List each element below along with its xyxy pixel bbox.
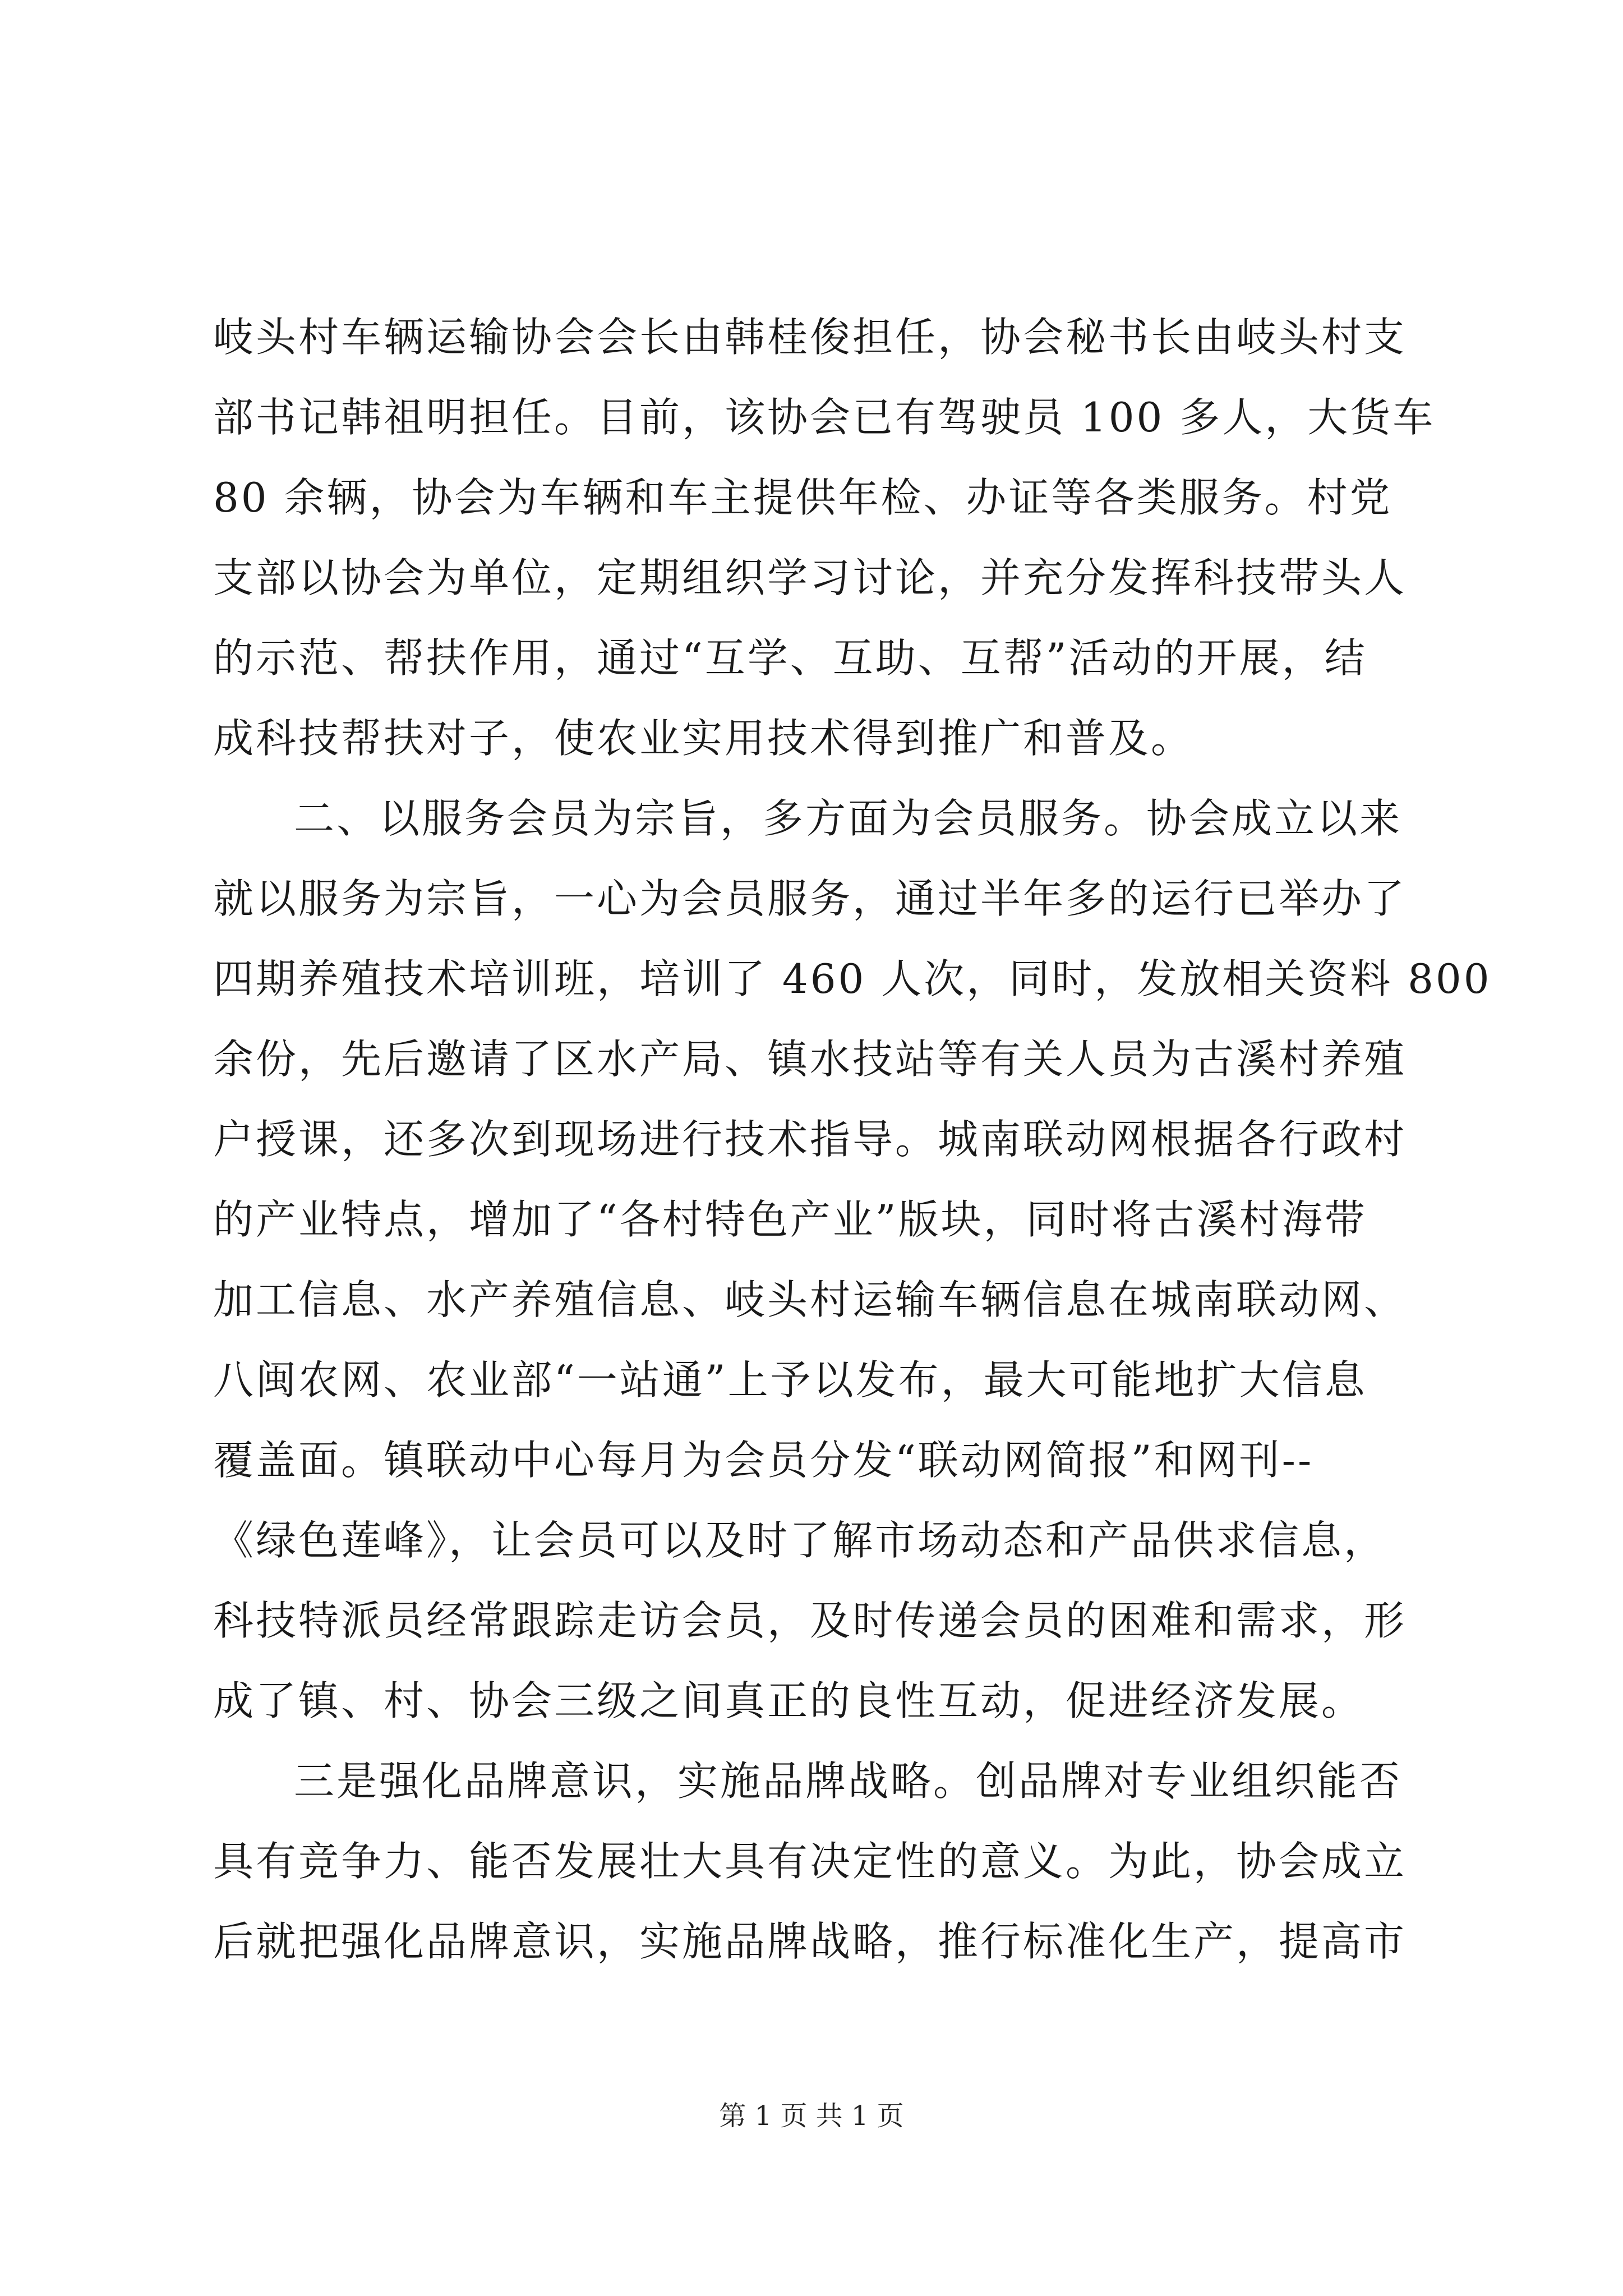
text-line: 科技特派员经常跟踪走访会员，及时传递会员的困难和需求，形 [213, 1597, 1407, 1644]
text-line: 部书记韩祖明担任。目前，该协会已有驾驶员 100 多人，大货车 [213, 394, 1436, 441]
text-line: 80 余辆，协会为车辆和车主提供年检、办证等各类服务。村党 [213, 474, 1393, 521]
text-line: 成科技帮扶对子，使农业实用技术得到推广和普及。 [213, 715, 1194, 762]
text-line: 《绿色莲峰》，让会员可以及时了解市场动态和产品供求信息， [213, 1517, 1387, 1564]
text-line: 后就把强化品牌意识，实施品牌战略，推行标准化生产，提高市 [213, 1918, 1407, 1965]
body-text [213, 297, 1492, 1982]
text-line: 余份，先后邀请了区水产局、镇水技站等有关人员为古溪村养殖 [213, 1036, 1407, 1083]
text-line: 成了镇、村、协会三级之间真正的良性互动，促进经济发展。 [213, 1677, 1364, 1724]
text-line: 户授课，还多次到现场进行技术指导。城南联动网根据各行政村 [213, 1116, 1407, 1163]
text-line: 具有竞争力、能否发展壮大具有决定性的意义。为此，协会成立 [213, 1838, 1407, 1885]
text-line: 八闽农网、农业部“一站通”上予以发布，最大可能地扩大信息 [213, 1356, 1367, 1404]
paragraph-1 [213, 297, 1436, 779]
paragraph-3 [213, 1741, 1413, 1982]
text-line: 二、以服务会员为宗旨，多方面为会员服务。协会成立以来 [294, 795, 1403, 842]
paragraph-2 [213, 779, 1492, 1741]
text-line: 四期养殖技术培训班，培训了 460 人次，同时，发放相关资料 800 [213, 955, 1492, 1002]
text-line: 的示范、帮扶作用，通过“互学、互助、互帮”活动的开展，结 [213, 634, 1367, 682]
text-line: 支部以协会为单位，定期组织学习讨论，并充分发挥科技带头人 [213, 554, 1407, 601]
text-line: 的产业特点，增加了“各村特色产业”版块，同时将古溪村海带 [213, 1196, 1367, 1243]
text-line: 岐头村车辆运输协会会长由韩桂俊担任，协会秘书长由岐头村支 [213, 314, 1407, 361]
page-number-footer: 第 1 页 共 1 页 [719, 2100, 904, 2132]
text-line: 三是强化品牌意识，实施品牌战略。创品牌对专业组织能否 [294, 1757, 1403, 1805]
text-line: 就以服务为宗旨，一心为会员服务，通过半年多的运行已举办了 [213, 875, 1407, 922]
text-line: 覆盖面。镇联动中心每月为会员分发“联动网简报”和网刊-- [213, 1437, 1314, 1484]
text-line: 加工信息、水产养殖信息、岐头村运输车辆信息在城南联动网、 [213, 1276, 1407, 1323]
